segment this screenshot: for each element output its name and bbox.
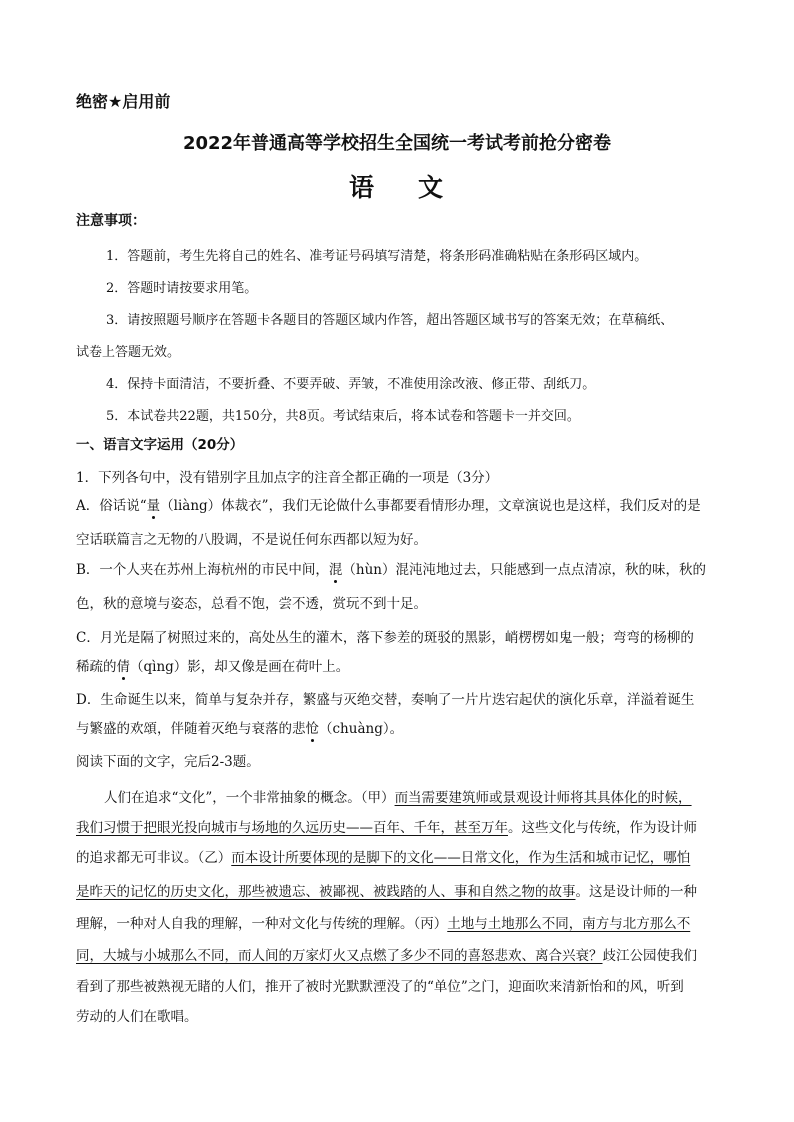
option-b-line-2: 色，秋的意境与姿态，总看不饱，尝不透，赏玩不到十足。 (76, 596, 427, 612)
dotted-char: 怆 (305, 721, 319, 737)
dotted-char: 混 (328, 562, 343, 578)
notice-heading: 注意事项： (76, 213, 146, 229)
underlined-text: 而当需要建筑师或景观设计师将其具体化的时候， (394, 790, 692, 806)
option-b-line-1: B．一个人夹在苏州上海杭州的市民中间，混（hùn）混沌沌地过去，只能感到一点点清凉，秋的味，秋的 (76, 562, 707, 578)
notice-item-1: 1．答题前，考生先将自己的姓名、准考证号码填写清楚，将条形码准确粘贴在条形码区域内。 (106, 249, 648, 264)
passage-line-7: 看到了那些被熟视无睹的人们，推开了被时光默默湮没了的“单位”之门，迎面吹来清新怡和的风，听到 (76, 979, 684, 995)
passage-line-2: 我们习惯于把眼光投向城市与场地的久远历史——百年、千年，甚至万年。这些文化与传统，作为设计师 (76, 820, 697, 836)
notice-item-3-line-1: 3．请按照题号顺序在答题卡各题目的答题区域内作答，超出答题区域书写的答案无效；在草稿纸、 (106, 313, 674, 328)
option-c-line-2: 稀疏的倩（qìng）影，却又像是画在荷叶上。 (76, 659, 350, 675)
underlined-text: 同，大城与小城那么不同，而人间的万家灯火又点燃了多少不同的喜怒悲欢、离合兴衰？ (76, 948, 603, 964)
confidential-label: 绝密★启用前 (76, 92, 171, 111)
underlined-text: 我们习惯于把眼光投向城市与场地的久远历史——百年、千年，甚至万年 (76, 820, 508, 836)
section-1-heading: 一、语言文字运用（20分） (76, 437, 244, 453)
passage-line-6: 同，大城与小城那么不同，而人间的万家灯火又点燃了多少不同的喜怒悲欢、离合兴衰？歧江公园使我们 (76, 948, 697, 964)
notice-item-3-line-2: 试卷上答题无效。 (76, 345, 181, 360)
reading-intro: 阅读下面的文字，完后2-3题。 (76, 754, 260, 770)
passage-line-3: 的追求都无可非议。（乙）而本设计所要体现的是脚下的文化——日常文化，作为生活和城市记忆，哪怕 (76, 850, 691, 866)
passage-line-8: 劳动的人们在歌唱。 (76, 1009, 198, 1025)
underlined-text: 是昨天的记忆的历史文化，那些被遗忘、被鄙视、被践踏的人、事和自然之物的故事 (76, 884, 576, 900)
option-a-line-2: 空话联篇言之无物的八股调，不是说任何东西都以短为好。 (76, 532, 427, 548)
underlined-text: 土地与土地那么不同，南方与北方那么不 (447, 916, 691, 932)
dotted-char: 倩 (116, 659, 130, 675)
notice-item-2: 2．答题时请按要求用笔。 (106, 281, 258, 296)
notice-item-4: 4．保持卡面清洁，不要折叠、不要弄破、弄皱，不准使用涂改液、修正带、刮纸刀。 (106, 377, 596, 392)
exam-title: 2022年普通高等学校招生全国统一考试考前抢分密卷 (182, 133, 612, 154)
option-d-line-1: D．生命诞生以来，简单与复杂并存，繁盛与灭绝交替，奏响了一片片迭宕起伏的演化乐章，洋溢着诞生 (76, 692, 695, 708)
option-c-line-1: C．月光是隔了树照过来的，高处丛生的灌木，落下参差的斑驳的黑影，峭楞楞如鬼一般；弯弯的杨柳的 (76, 630, 694, 646)
passage-line-1: 人们在追求“文化”，一个非常抽象的概念。（甲）而当需要建筑师或景观设计师将其具体化的时候， (104, 790, 692, 806)
question-1-stem: 1．下列各句中，没有错别字且加点字的注音全都正确的一项是（3分） (76, 470, 499, 486)
subject-title (0, 168, 794, 204)
dotted-char: 量 (146, 498, 161, 514)
subject-char-1: 语 (348, 173, 376, 202)
notice-item-5: 5．本试卷共22题，共150分，共8页。考试结束后，将本试卷和答题卡一并交回。 (106, 409, 580, 424)
subject-char-2: 文 (418, 173, 446, 202)
option-d-line-2: 与繁盛的欢頌，伴随着灭绝与衰落的悲怆（chuàng）。 (76, 721, 404, 737)
passage-line-5: 理解，一种对人自我的理解，一种对文化与传统的理解。（丙）土地与土地那么不同，南方与北方那么不 (76, 916, 691, 932)
passage-line-4: 是昨天的记忆的历史文化，那些被遗忘、被鄙视、被践踏的人、事和自然之物的故事。这是设计师的一种 (76, 884, 697, 900)
option-a-line-1: A．俗话说“量（liàng）体裁衣”，我们无论做什么事都要看情形办理，文章演说也是这样，我们反对的是 (76, 498, 701, 514)
underlined-text: 而本设计所要体现的是脚下的文化——日常文化，作为生活和城市记忆，哪怕 (231, 850, 691, 866)
